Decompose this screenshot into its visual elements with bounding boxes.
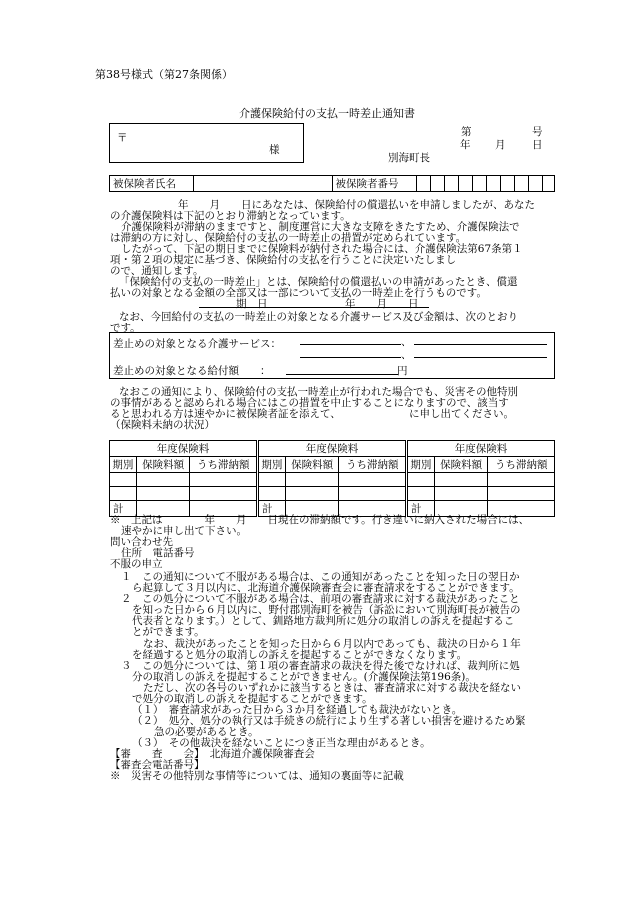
col-kibetsu: 期別 (408, 457, 435, 473)
col-overdue: うち滞納額 (488, 457, 555, 473)
para3-line-c: ので、通知します。 (110, 265, 204, 277)
notice-line-b: の事情があると認められる場合にはこの措置を中止することになりますので、該当す (110, 397, 509, 409)
appeal-3-line-b: 分の取消しの訴えを提起することができません。(介護保険法第196条)。 (132, 671, 476, 683)
issuer-name: 別海町長 (388, 152, 430, 164)
para1-line-a: 年 月 日にあなたは、保険給付の償還払いを申請しましたが、あなた (178, 199, 535, 211)
amount-label: 差止めの対象となる給付額 ： (113, 365, 271, 377)
postal-mark: 〒 (117, 132, 128, 144)
review-council: 【審 査 会】 北海道介護保険審査会 (110, 748, 315, 760)
service-line-3 (300, 357, 401, 358)
appeal-3-line-c: ただし、次の各号のいずれかに該当するときは、審査請求に対する裁決を経ない (143, 682, 521, 694)
number-digit-cell (459, 176, 473, 192)
year-header: 年度保険料 (259, 441, 406, 457)
issue-year-label: 年 (460, 139, 471, 151)
appeal-2-line-b: を知った日から６月以内に、野付郡別海町を被告（訴訟において別海町長が被告の (132, 604, 521, 616)
number-digit-cell (431, 176, 445, 192)
col-overdue: うち滞納額 (190, 457, 257, 473)
issue-month-label: 月 (495, 139, 506, 151)
sub-item-2-line-a: （２） 処分、処分の執行又は手続きの続行により生ずる著しい損害を避けるため緊 (132, 715, 526, 727)
insured-number-label: 被保険者番号 (333, 176, 417, 192)
para5-line-a: なお、今回給付の支払の一時差止の対象となる介護サービス及び金額は、次のとおり (119, 311, 518, 323)
suspended-service-box (109, 332, 555, 379)
sub-item-1: （１） 審査請求があった日から３か月を経過しても裁決がないとき。 (132, 704, 463, 716)
appeal-heading: 不服の申立 (110, 558, 163, 570)
yen-label: 円 (397, 365, 408, 377)
note2: ※ 災害その他特別な事情等については、通知の裏面等に記載 (110, 770, 404, 782)
insured-name-label: 被保険者氏名 (110, 176, 194, 192)
appeal-2-line-d: とができます。 (132, 626, 205, 638)
year-header: 年度保険料 (408, 441, 555, 457)
para3-line-b: 項・第２項の規定に基づき、保険給付の支払を行うことに決定いたしまし (110, 254, 457, 266)
deadline-underline (199, 307, 429, 308)
para2-line-b: は滞納の方に対し、保険給付の支払の一時差止の措置が定められています。 (110, 232, 467, 244)
form-number: 第38号様式（第27条関係） (95, 68, 233, 81)
total-label: 計 (110, 501, 137, 517)
number-digit-cell (417, 176, 431, 192)
issue-day-label: 日 (532, 139, 543, 151)
service-line-4 (414, 357, 547, 358)
col-kibetsu: 期別 (259, 457, 286, 473)
appeal-2-line-f: を経過すると処分の取消しの訴えを提起することができなくなります。 (132, 649, 468, 661)
para4-line-a: 「保険給付の支払の一時差止」とは、保険給付の償還払いの申請があったとき、償還 (119, 276, 518, 288)
appeal-2-line-e: なお、裁決があったことを知った日から６月以内であっても、裁決の日から１年 (143, 638, 521, 650)
issue-dai-label: 第 (461, 126, 472, 138)
note1-line-a: ※ 上記は 年 月 日現在の滞納額です。行き違いに納入された場合には、 (110, 514, 530, 526)
para2-line-a: 介護保険料が滞納のままですと、制度運営に大きな支障をきたすため、介護保険法で (121, 221, 520, 233)
total-label: 計 (259, 501, 286, 517)
address-box (109, 123, 304, 163)
service-label: 差止めの対象となる介護サービス： (113, 338, 281, 350)
col-amount: 保険料額 (136, 457, 190, 473)
appeal-3-line-d: で処分の取消しの訴えを提起することができます。 (132, 693, 373, 705)
review-council-phone: 【審査会電話番号】 (110, 759, 205, 771)
arrears-heading: （保険料未納の状況） (110, 419, 215, 431)
appeal-1-line-a: １ この通知について不服がある場合は、この通知があったことを知った日の翌日か (121, 571, 520, 583)
insured-name-cell (193, 176, 333, 192)
notice-line-a: なおこの通知により、保険給付の支払一時差止が行われた場合でも、災害その他特別 (119, 386, 518, 398)
notice-line-c: ると思われる方は速やかに被保険者証を添えて、 に申し出てください。 (110, 408, 515, 420)
col-amount: 保険料額 (285, 457, 339, 473)
appeal-2-line-a: ２ この処分について不服がある場合は、前項の審査請求に対する裁決があったこと (121, 593, 520, 605)
arrears-group-table (407, 440, 555, 517)
number-digit-cell (445, 176, 459, 192)
appeal-1-line-b: ら起算して３月以内に、北海道介護保険審査会に審査請求をすることができます。 (132, 582, 520, 594)
deadline-date: 年 月 日 (345, 298, 419, 310)
service-line-1 (300, 344, 401, 345)
para3-line-a: したがって、下記の期日までに保険料が納付された場合には、介護保険法第67条第１ (121, 243, 523, 255)
appeal-2-line-c: 代表者となります。）として、釧路地方裁判所に処分の取消しの訴えを提起するこ (132, 615, 515, 627)
arrears-group-table (109, 440, 257, 517)
para1-line-b: の介護保険料は下記のとおり滞納となっています。 (110, 210, 351, 222)
issue-go-label: 号 (532, 126, 543, 138)
number-digit-cell (473, 176, 487, 192)
arrears-group-table (258, 440, 406, 517)
para4-line-b: 払いの対象となる金額の全部又は一部について支払の一時差止を行うものです。 (110, 287, 487, 299)
para5-line-b: です。 (110, 322, 141, 334)
arrears-group-3 (407, 440, 555, 515)
number-digit-cell (501, 176, 515, 192)
sama-label: 様 (269, 144, 280, 156)
sub-item-3: （３） その他裁決を経ないことにつき正当な理由があるとき。 (132, 737, 431, 749)
document-title: 介護保険給付の支払一時差止通知書 (239, 107, 415, 120)
col-amount: 保険料額 (434, 457, 488, 473)
contact-heading: 問い合わせ先 (110, 536, 173, 548)
number-digit-cell (514, 176, 528, 192)
service-comma-2: 、 (401, 349, 412, 361)
col-overdue: うち滞納額 (339, 457, 406, 473)
arrears-group-2 (258, 440, 406, 515)
insured-info-table (109, 175, 555, 192)
number-digit-cell (542, 176, 554, 192)
col-kibetsu: 期別 (110, 457, 137, 473)
year-header: 年度保険料 (110, 441, 257, 457)
service-line-2 (414, 344, 547, 345)
arrears-group-1 (109, 440, 257, 515)
arrears-table (109, 440, 555, 515)
contact-detail: 住所 電話番号 (121, 547, 195, 559)
sub-item-2-line-b: 急の必要があるとき。 (154, 726, 259, 738)
service-comma-1: 、 (401, 336, 412, 348)
total-label: 計 (408, 501, 435, 517)
deadline-label: 期 日 (236, 298, 268, 310)
amount-line (286, 374, 398, 375)
note1-line-b: 速やかに申し出て下さい。 (121, 525, 247, 537)
number-digit-cell (487, 176, 501, 192)
number-digit-cell (528, 176, 542, 192)
appeal-3-line-a: ３ この処分については、第１項の審査請求の裁決を得た後でなければ、裁判所に処 (121, 660, 520, 672)
